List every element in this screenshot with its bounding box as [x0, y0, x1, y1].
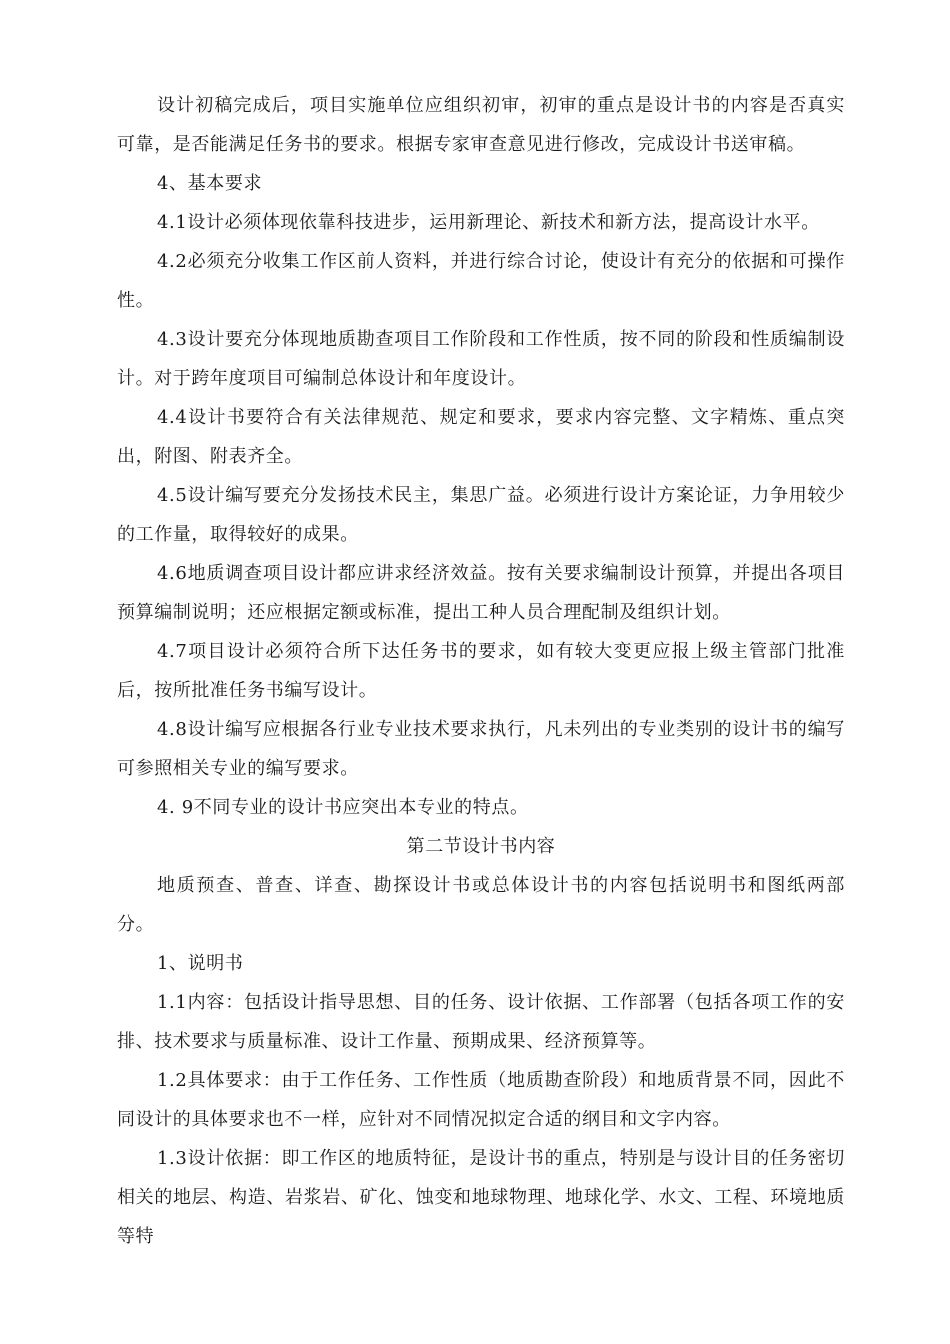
heading-basic-requirements: 4、基本要求	[157, 173, 263, 194]
paragraph-design-content: 地质预查、普查、详查、勘探设计书或总体设计书的内容包括说明书和图纸两部分。	[117, 875, 845, 935]
paragraph-4-7: 4.7项目设计必须符合所下达任务书的要求，如有较大变更应报上级主管部门批准后，按所批准任务书编写设计。	[117, 641, 845, 701]
paragraph-4-3: 4.3设计要充分体现地质勘查项目工作阶段和工作性质，按不同的阶段和性质编制设计。对于跨年度项目可编制总体设计和年度设计。	[117, 329, 845, 389]
document-page	[117, 86, 845, 1256]
paragraph-1-2: 1.2具体要求：由于工作任务、工作性质（地质勘查阶段）和地质背景不同，因此不同设计的具体要求也不一样，应针对不同情况拟定合适的纲目和文字内容。	[117, 1070, 845, 1130]
paragraph-4-8: 4.8设计编写应根据各行业专业技术要求执行，凡未列出的专业类别的设计书的编写可参照相关专业的编写要求。	[117, 719, 845, 779]
paragraph-4-5: 4.5设计编写要充分发扬技术民主，集思广益。必须进行设计方案论证，力争用较少的工作量，取得较好的成果。	[117, 485, 845, 545]
paragraph-4-9: 4. 9不同专业的设计书应突出本专业的特点。	[157, 797, 529, 818]
paragraph-4-4: 4.4设计书要符合有关法律规范、规定和要求，要求内容完整、文字精炼、重点突出，附图、附表齐全。	[117, 407, 845, 467]
section-title: 第二节设计书内容	[406, 836, 556, 857]
paragraph-1-1: 1.1内容：包括设计指导思想、目的任务、设计依据、工作部署（包括各项工作的安排、技术要求与质量标准、设计工作量、预期成果、经济预算等。	[117, 992, 845, 1052]
paragraph-4-1: 4.1设计必须体现依靠科技进步，运用新理论、新技术和新方法，提高设计水平。	[157, 212, 820, 233]
paragraph-1-3: 1.3设计依据：即工作区的地质特征，是设计书的重点，特别是与设计目的任务密切相关的地层、构造、岩浆岩、矿化、蚀变和地球物理、地球化学、水文、工程、环境地质等特	[117, 1148, 845, 1247]
paragraph-draft-review: 设计初稿完成后，项目实施单位应组织初审，初审的重点是设计书的内容是否真实可靠，是否能满足任务书的要求。根据专家审查意见进行修改，完成设计书送审稿。	[117, 95, 845, 155]
paragraph-4-2: 4.2必须充分收集工作区前人资料，并进行综合讨论，使设计有充分的依据和可操作性。	[117, 251, 845, 311]
heading-manual: 1、说明书	[157, 953, 244, 974]
paragraph-4-6: 4.6地质调查项目设计都应讲求经济效益。按有关要求编制设计预算，并提出各项目预算编制说明；还应根据定额或标准，提出工种人员合理配制及组织计划。	[117, 563, 845, 623]
